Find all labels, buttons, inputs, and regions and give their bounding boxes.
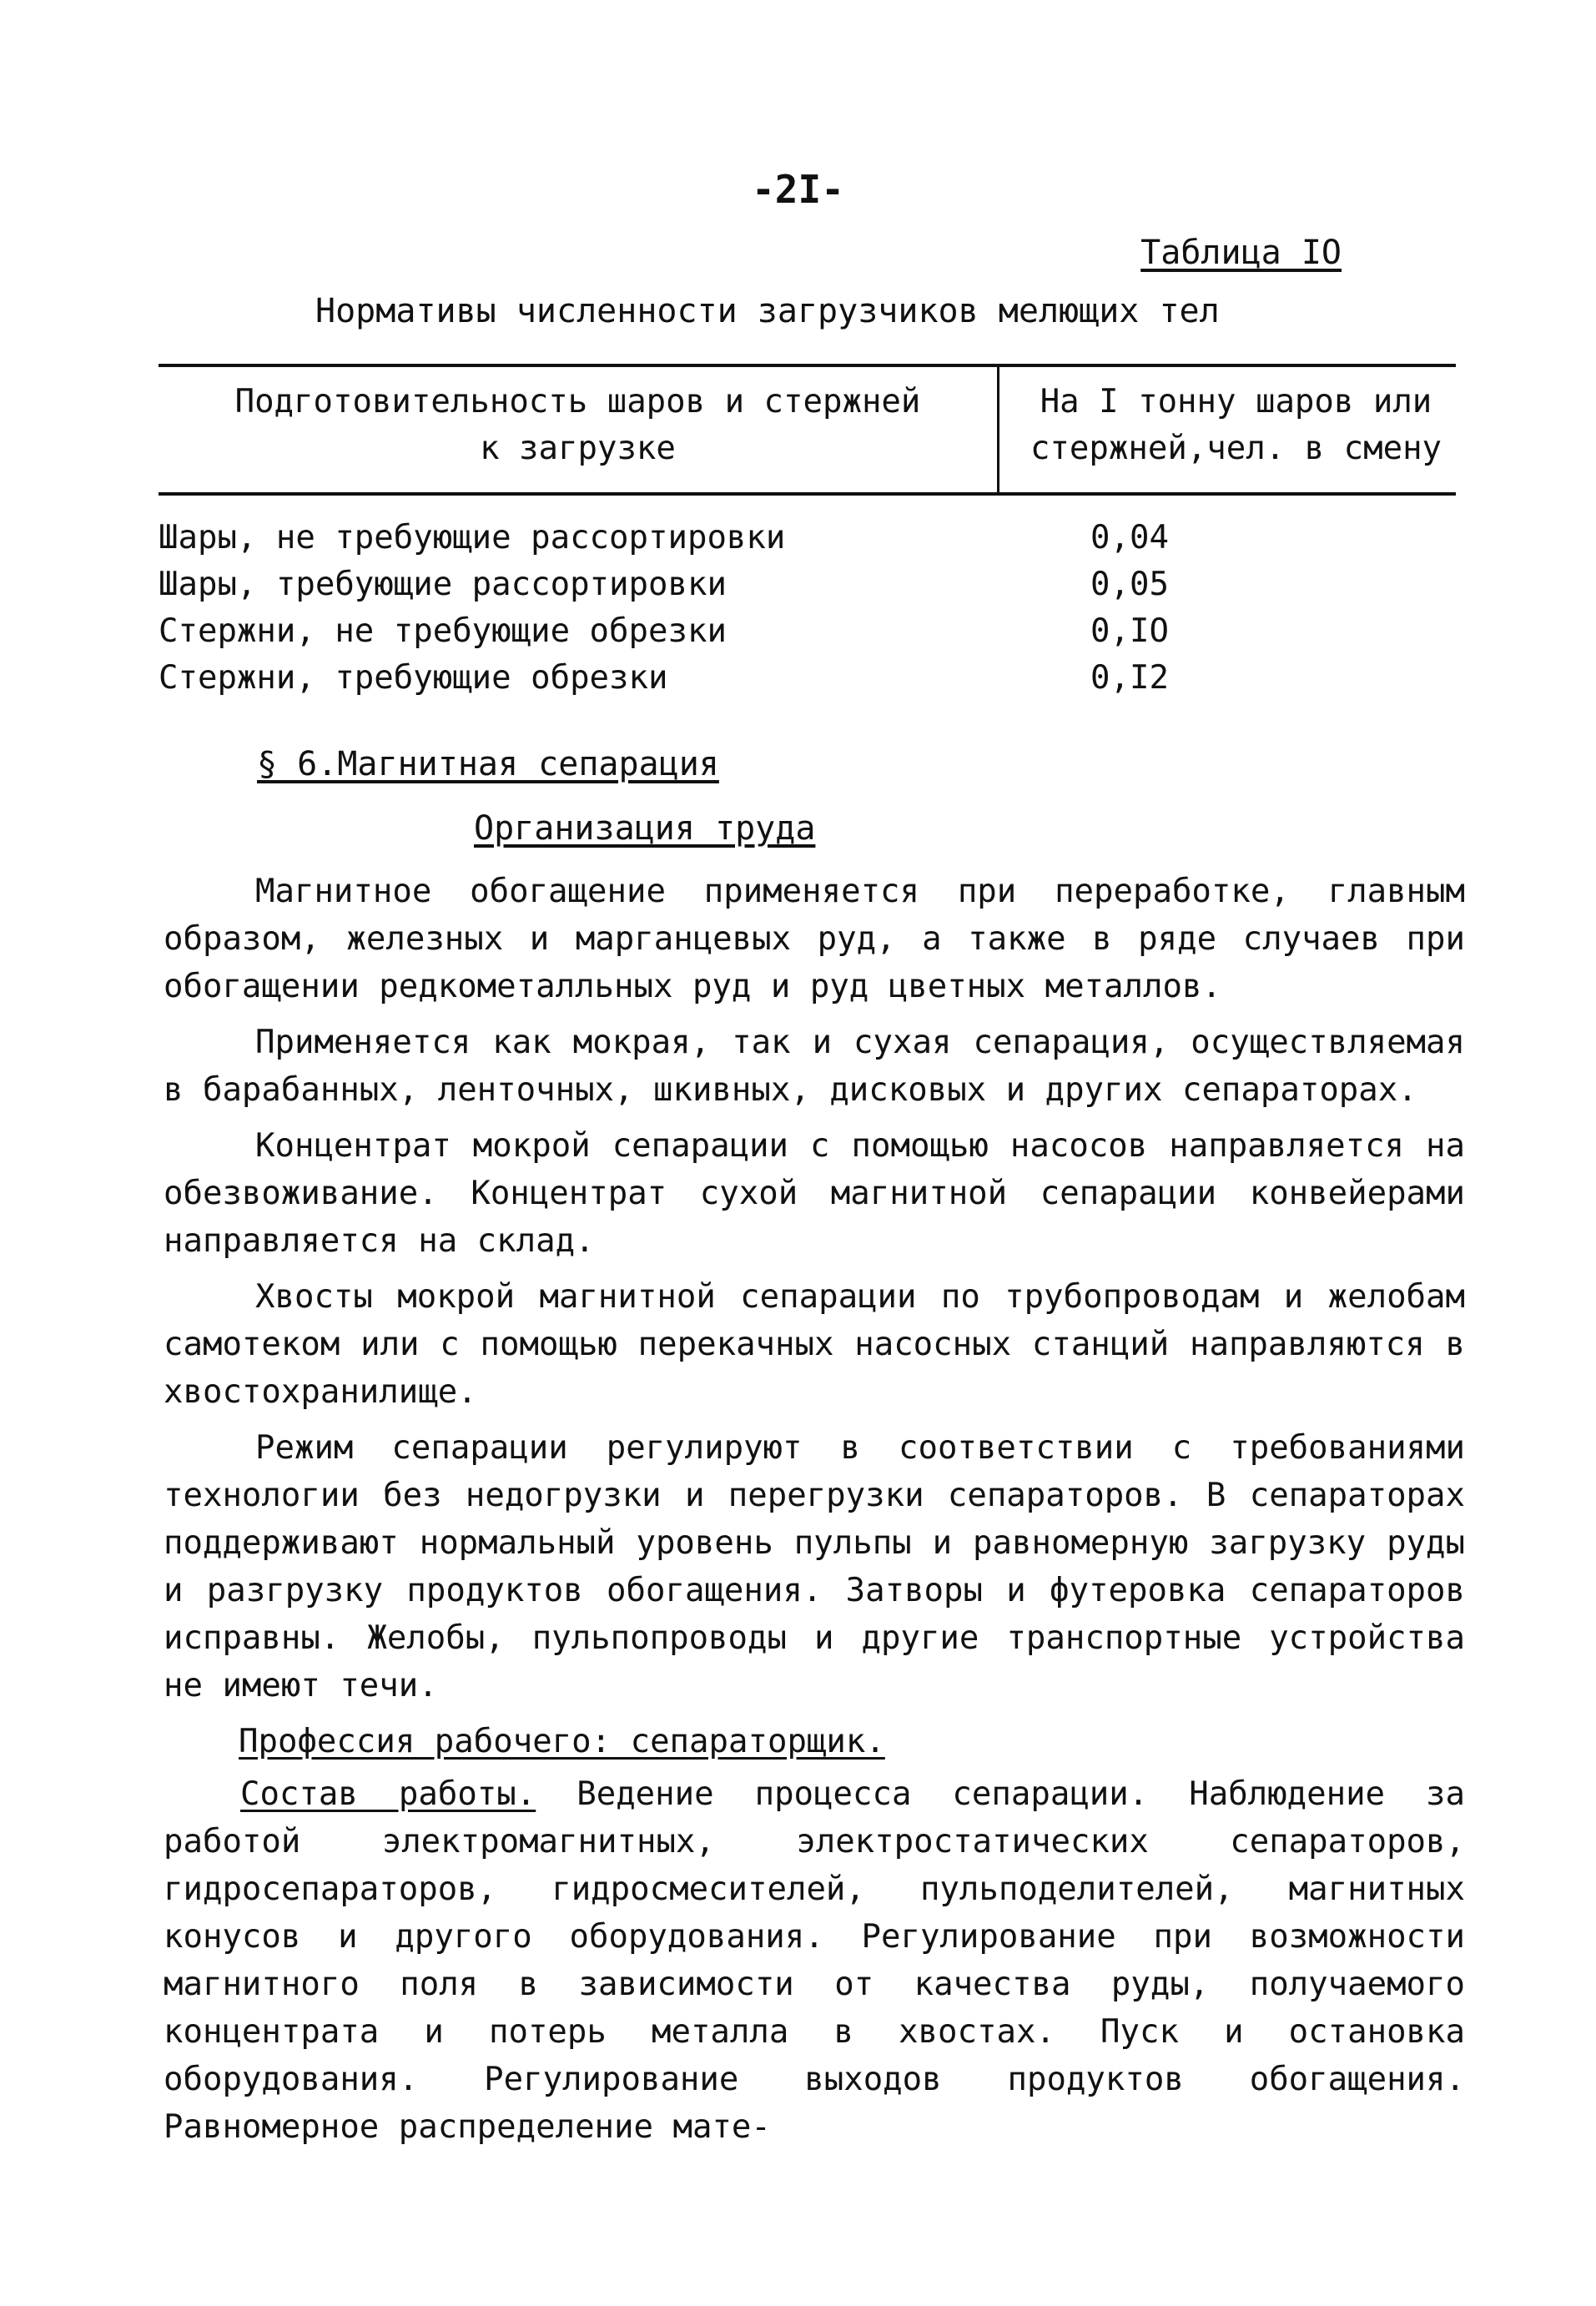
table-header-rule — [159, 492, 1456, 496]
row-label: Шары, не требующие рассортировки — [159, 518, 786, 556]
paragraph: Применяется как мокрая, так и сухая сепарация, осуществляемая в барабанных, ленточных, шкивных, дисковых и других сепараторах. — [164, 1024, 1465, 1109]
header-right-line-2: стержней,чел. в смену — [1030, 430, 1442, 467]
header-right-line-1: На I тонну шаров или — [1040, 383, 1432, 420]
row-value: 0,IO — [1090, 612, 1169, 650]
table-row — [159, 561, 1456, 607]
row-value: 0,04 — [1090, 518, 1169, 556]
table-label: Таблица IO — [1140, 234, 1342, 272]
profession-line — [164, 1718, 1465, 1765]
table-title: Нормативы численности загрузчиков мелющих тел — [315, 292, 1220, 330]
composition-label: Состав работы. — [240, 1775, 536, 1813]
table-body — [159, 514, 1456, 701]
section-heading: § 6.Магнитная сепарация — [257, 745, 719, 783]
header-left-line-1: Подготовительность шаров и стержней — [234, 383, 921, 420]
profession-label: Профессия рабочего: сепараторщик. — [239, 1723, 885, 1760]
row-value: 0,05 — [1090, 565, 1169, 603]
row-label: Шары, требующие рассортировки — [159, 565, 727, 603]
row-value: 0,I2 — [1090, 658, 1169, 697]
composition-paragraph — [164, 1770, 1465, 2151]
row-label: Стержни, требующие обрезки — [159, 658, 668, 697]
paragraph: Магнитное обогащение применяется при переработке, главным образом, железных и марганцевых руд, а также в ряде случаев при обогащении редкометалльных руд и руд цветных металлов. — [164, 873, 1465, 1005]
table-header-left — [159, 367, 999, 492]
page-number: -2I- — [752, 167, 844, 212]
table-row — [159, 514, 1456, 561]
staffing-norms-table — [159, 364, 1456, 701]
section-body — [164, 868, 1465, 2151]
table-header — [159, 367, 1456, 492]
row-label: Стержни, не требующие обрезки — [159, 612, 727, 650]
paragraph: Хвосты мокрой магнитной сепарации по трубопроводам и желобам самотеком или с помощью перекачных насосных станций направляются в хвостохранилище. — [164, 1278, 1465, 1411]
table-row — [159, 654, 1456, 701]
paragraph: Режим сепарации регулируют в соответствии с требованиями технологии без недогрузки и перегрузки сепараторов. В сепараторах поддерживают нормальный уровень пульпы и равномерную загрузку руды и разгрузку продуктов обогащения. Затворы и футеровка сепараторов исправны. Желобы, пульпопроводы и другие транспортные устройства не имеют течи. — [164, 1429, 1465, 1704]
header-left-line-2: к загрузке — [480, 430, 676, 467]
composition-text: Ведение процесса сепарации. Наблюдение за работой электромагнитных, электростатических сепараторов, гидросепараторов, гидросмесителей, пульподелителей, магнитных конусов и другого оборудования. Регулирование при возможности магнитного поля в зависимости от качества руды, получаемого концентрата и потерь металла в хвостах. Пуск и остановка оборудования. Регулирование выходов продуктов обогащения. Равномерное распределение мате- — [164, 1775, 1465, 2146]
table-header-right — [999, 367, 1456, 492]
table-row — [159, 607, 1456, 654]
paragraph: Концентрат мокрой сепарации с помощью насосов направляется на обезвоживание. Концентрат сухой магнитной сепарации конвейерами направляется на склад. — [164, 1127, 1465, 1260]
section-subheading: Организация труда — [474, 809, 816, 848]
